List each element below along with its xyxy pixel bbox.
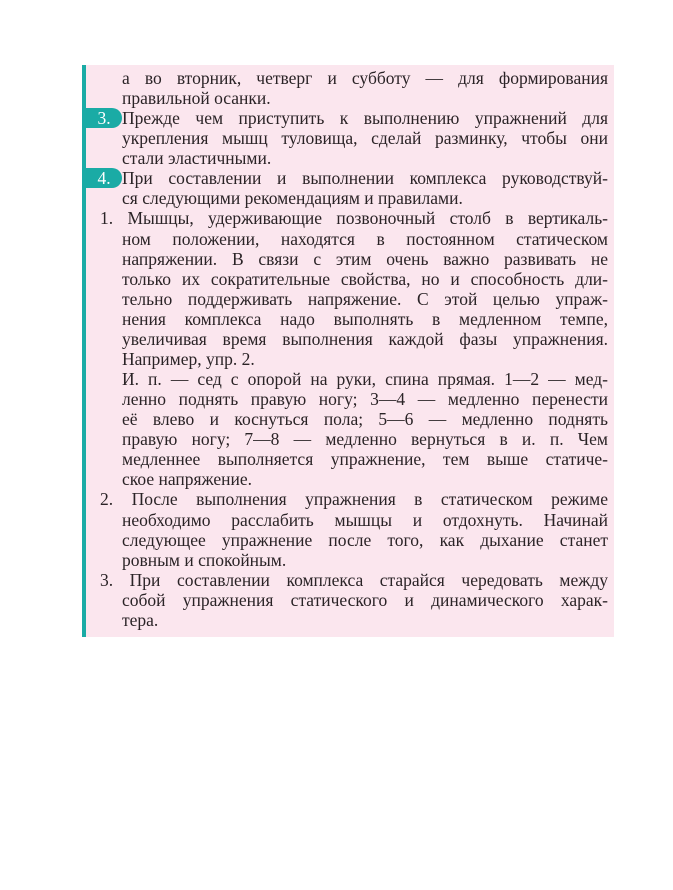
text-line: её влево и коснуться пола; 5—6 — медленно поднять — [122, 409, 608, 430]
text-line: укрепления мышц туловища, сделай разминку, чтобы они — [122, 128, 608, 149]
text-line: собой упражнения статического и динамического харак- — [122, 589, 608, 610]
text-line: правую ногу; 7—8 — медленно вернуться в и. п. Чем — [122, 429, 608, 450]
step-number-marker: 3. — [86, 108, 122, 128]
text-line: При составлении и выполнении комплекса руководствуй- — [122, 168, 608, 189]
text-line: медленнее выполняется упражнение, тем выше статиче- — [122, 449, 608, 470]
text-line: стали эластичными. — [122, 148, 272, 169]
text-line: увеличивая время выполнения каждой фазы упражнения. — [122, 328, 608, 349]
text-line: следующее упражнение после того, как дыхание станет — [122, 529, 608, 550]
text-line: ся следующими рекомендациям и правилами. — [122, 188, 463, 209]
step-number-marker: 4. — [86, 168, 122, 188]
text-line: ленно поднять правую ногу; 3—4 — медленно перенести — [122, 389, 608, 410]
text-line: И. п. — сед с опорой на руки, спина прямая. 1—2 — мед- — [122, 369, 608, 390]
text-line: 2. После выполнения упражнения в статическом режиме — [100, 489, 608, 510]
text-line: 1. Мышцы, удерживающие позвоночный столб в вертикаль- — [100, 208, 608, 229]
text-line: нения комплекса надо выполнять в медленном темпе, — [122, 308, 608, 329]
text-line: а во вторник, четверг и субботу — для формирования — [122, 68, 608, 88]
text-line: Прежде чем приступить к выполнению упражнений для — [122, 108, 608, 129]
text-line: напряжении. В связи с этим очень важно развивать не — [122, 248, 608, 269]
recommendations-box — [82, 65, 614, 637]
text-line: тера. — [122, 609, 159, 630]
text-line: правильной осанки. — [122, 88, 271, 109]
text-line: 3. При составлении комплекса старайся чередовать между — [100, 569, 608, 590]
text-line: только их сократительные свойства, но и способность дли- — [122, 268, 608, 289]
text-line: ном положении, находятся в постоянном статическом — [122, 228, 608, 249]
text-line: необходимо расслабить мышцы и отдохнуть. Начинай — [122, 509, 608, 530]
text-line: Например, упр. 2. — [122, 348, 255, 369]
text-line: ровным и спокойным. — [122, 549, 287, 570]
text-line: ское напряжение. — [122, 469, 253, 490]
text-line: тельно поддерживать напряжение. С этой целью упраж- — [122, 288, 608, 309]
